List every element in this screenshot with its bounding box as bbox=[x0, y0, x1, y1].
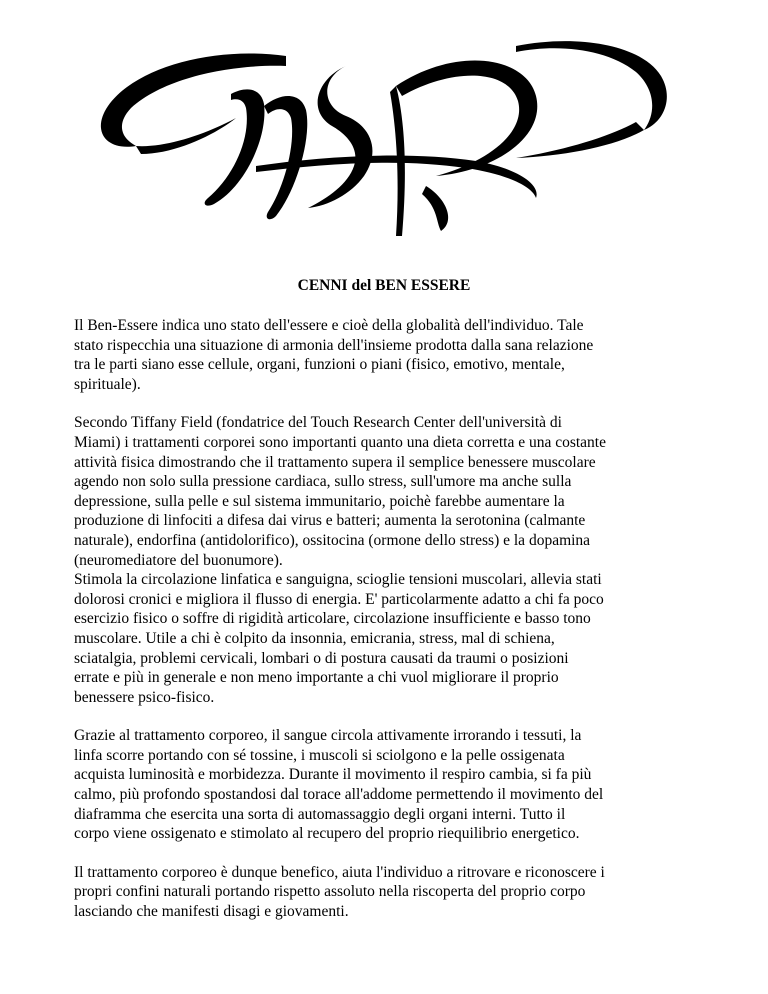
paragraph-intro: Il Ben-Essere indica uno stato dell'essere e cioè della globalità dell'individuo. Tale stato rispecchia una situazione di armonia dell'insieme prodotta dalla sana relazione tra le parti siano esse cellule, organi, funzioni o piani (fisico, emotivo, mentale, spirituale). bbox=[74, 317, 594, 393]
paragraph-conclusion: Il trattamento corporeo è dunque benefico, aiuta l'individuo a ritrovare e riconoscere i propri confini naturali portando rispetto assoluto nella riscoperta del proprio corpo lasciando che manifesti disagi e giovamenti. bbox=[74, 863, 605, 921]
logo-lower-curl bbox=[422, 186, 448, 231]
paragraph-benefits: Stimola la circolazione linfatica e sanguigna, scioglie tensioni muscolari, allevia stati dolorosi cronici e migliora il flusso di energia. E' particolarmente adatto a chi fa poco esercizio fisico o soffre di rigidità articolare, circolazione insufficiente e basso tono muscolare. Utile a chi è colpito da insonnia, emicrania, stress, mal di schiena, sciatalgia, problemi cervicali, lombari o di postura causati da traumi o posizioni errate e più in generale e non meno importante a chi vuol migliorare il proprio benessere psico-fisico. bbox=[74, 571, 604, 706]
paragraph-tiffany-field: Secondo Tiffany Field (fondatrice del Touch Research Center dell'università di Miami) i trattamenti corporei sono importanti quanto una dieta corretta e una costante attività fisica dimostrando che il trattamento supera il semplice benessere muscolare agendo non solo sulla pressione cardiaca, sullo stress, sull'umore ma anche sulla depressione, sulla pelle e sul sistema immunitario, poichè farebbe aumentare la produzione di linfociti a difesa dai virus e batteri; aumenta la serotonina (calmante naturale), endorfina (antidolorifico), ossitocina (ormone dello stress) e la dopamina (neuromediatore del buonumore). bbox=[74, 414, 606, 569]
paragraph-circulation: Grazie al trattamento corporeo, il sangue circola attivamente irrorando i tessuti, la linfa scorre portando con sé tossine, i muscoli si sciolgono e la pelle ossigenata acquista luminosità e morbidezza. Durante il movimento il respiro cambia, si fa più calmo, più profondo spostandosi dal torace all'addome permettendo il movimento del diaframma che esercita una sorta di automassaggio degli organi interni. Tutto il corpo viene ossigenato e stimolato al recupero del proprio riequilibrio energetico. bbox=[74, 727, 604, 843]
calligraphic-monogram-logo bbox=[96, 26, 672, 260]
logo-left-loop bbox=[136, 118, 236, 154]
document-title: CENNI del BEN ESSERE bbox=[297, 277, 471, 294]
logo-right-swirl bbox=[516, 41, 667, 130]
logo-m-stroke-1 bbox=[205, 89, 265, 205]
logo-lower-arc bbox=[256, 156, 537, 198]
logo-center-swirl bbox=[308, 66, 372, 208]
document-body bbox=[74, 316, 704, 941]
logo-right-tail bbox=[516, 122, 644, 158]
logo-m-stroke-2 bbox=[264, 96, 307, 219]
